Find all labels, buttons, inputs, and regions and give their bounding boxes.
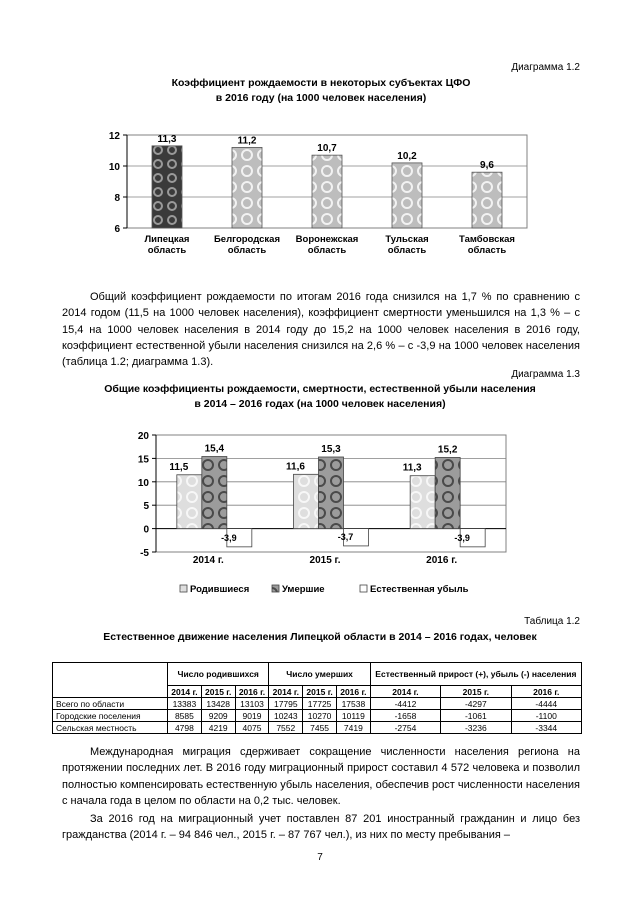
legend-swatch: [272, 585, 279, 592]
bar-value-label: 10,7: [317, 143, 337, 155]
table-cell: 4075: [235, 722, 269, 734]
legend-label: Родившиеся: [190, 584, 250, 595]
paragraph-birth-rate: [62, 289, 580, 370]
y-tick-label: 8: [114, 193, 120, 204]
bar-value-label: 15,3: [321, 443, 341, 455]
paragraph-3-text: За 2016 год на миграционный учет поставлен 87 201 иностранный гражданин и лицо без гражданства (2014 г. – 94 846 чел., 2015 г. – 87 767 чел.), из них по месту пребывания –: [62, 813, 580, 842]
table-cell: 10270: [303, 710, 337, 722]
bar: [392, 163, 422, 228]
table-cell: -3344: [511, 722, 581, 734]
table-year-header: 2016 г.: [336, 686, 370, 698]
y-tick-label: -5: [140, 548, 149, 559]
diagram-1-2-title: [62, 76, 580, 106]
bar: [435, 457, 460, 528]
table-cell: -2754: [370, 722, 440, 734]
table-cell: -4444: [511, 698, 581, 710]
bar-value-label: 11,3: [157, 133, 177, 145]
table-group-header-row: [53, 663, 582, 686]
y-tick-label: 5: [143, 501, 149, 513]
bar-value-label: 15,2: [437, 444, 458, 456]
bar: [177, 475, 202, 529]
bar-value-label: -3,9: [454, 532, 470, 543]
table-cell: -1061: [441, 710, 511, 722]
table-cell: 7419: [336, 722, 370, 734]
diagram-1-3-title: [40, 382, 600, 412]
table-row-header: Городские поселения: [53, 710, 168, 722]
category-label: область: [227, 245, 267, 256]
category-label: область: [467, 245, 507, 256]
table-cell: -4412: [370, 698, 440, 710]
table-year-header: 2016 г.: [511, 686, 581, 698]
paragraph-migration: [62, 744, 580, 809]
table-cell: -1100: [511, 710, 581, 722]
category-label: Воронежская: [295, 234, 359, 245]
legend-swatch: [360, 585, 367, 592]
table-cell: -4297: [441, 698, 511, 710]
bar: [152, 146, 182, 228]
bar-value-label: 15,4: [204, 443, 225, 455]
bar: [319, 457, 344, 529]
paragraph-migration-registration: [62, 811, 580, 844]
table-cell: 10119: [336, 710, 370, 722]
category-label: 2016 г.: [426, 555, 458, 566]
table-row: [53, 698, 582, 710]
category-label: 2014 г.: [192, 555, 224, 566]
table-corner-cell: [53, 663, 168, 698]
category-label: область: [307, 245, 347, 256]
diagram-1-3-title-line1: Общие коэффициенты рождаемости, смертности, естественной убыли населения: [104, 383, 536, 395]
table-cell: 13103: [235, 698, 269, 710]
table-row: [53, 722, 582, 734]
bar-value-label: -3,9: [221, 532, 237, 543]
table-year-header: 2014 г.: [269, 686, 303, 698]
table-year-header: 2015 г.: [441, 686, 511, 698]
table-cell: -1658: [370, 710, 440, 722]
bar: [312, 155, 342, 228]
table-row: [53, 710, 582, 722]
table-cell: 4798: [168, 722, 202, 734]
category-label: Белгородская: [213, 234, 281, 245]
diagram-1-3-title-line2: в 2014 – 2016 годах (на 1000 человек населения): [194, 398, 446, 410]
table-cell: 13383: [168, 698, 202, 710]
table-cell: 17538: [336, 698, 370, 710]
y-tick-label: 10: [108, 162, 120, 173]
table-year-header: 2015 г.: [201, 686, 235, 698]
category-label: Липецкая: [144, 234, 190, 245]
diagram-1-2-label: Диаграмма 1.2: [511, 62, 580, 73]
table-cell: 10243: [269, 710, 303, 722]
table-year-header: 2014 г.: [370, 686, 440, 698]
table-group-natural-increase: Естественный прирост (+), убыль (-) населения: [370, 663, 581, 686]
table-row-header: Всего по области: [53, 698, 168, 710]
y-tick-label: 15: [137, 454, 149, 466]
natural-movement-chart: [120, 425, 520, 605]
y-tick-label: 0: [143, 524, 149, 536]
bar: [294, 474, 319, 528]
legend-label: Умершие: [282, 584, 325, 595]
table-year-header: 2016 г.: [235, 686, 269, 698]
table-cell: 7552: [269, 722, 303, 734]
category-label: 2015 г.: [309, 555, 341, 566]
table-cell: 17795: [269, 698, 303, 710]
legend-swatch: [180, 585, 187, 592]
y-tick-label: 12: [108, 131, 120, 142]
table-1-2-label: Таблица 1.2: [524, 616, 580, 627]
bar: [410, 476, 435, 529]
y-tick-label: 10: [137, 477, 149, 489]
table-row-header: Сельская местность: [53, 722, 168, 734]
paragraph-2-text: Международная миграция сдерживает сокращение численности населения региона на протяжении последних лет. В 2016 году миграционный прирост составил 4 572 человека и позволил полностью компенсировать естественную убыль населения, обеспечив рост численности населения с начала года в целом по области на 0,2 тыс. человек.: [62, 746, 580, 807]
natural-movement-table: [52, 662, 582, 734]
bar-value-label: 11,3: [402, 462, 422, 474]
y-tick-label: 6: [114, 224, 120, 235]
table-cell: 13428: [201, 698, 235, 710]
bar: [472, 172, 502, 228]
table-year-header: 2015 г.: [303, 686, 337, 698]
bar-value-label: 9,6: [480, 160, 494, 172]
table-cell: -3236: [441, 722, 511, 734]
table-year-header: 2014 г.: [168, 686, 202, 698]
category-label: Тамбовская: [459, 234, 515, 245]
table-cell: 8585: [168, 710, 202, 722]
bar: [232, 147, 262, 228]
category-label: Тульская: [385, 234, 429, 245]
table-cell: 7455: [303, 722, 337, 734]
legend-label: Естественная убыль: [370, 584, 469, 595]
bar: [202, 457, 227, 529]
diagram-1-2-title-line1: Коэффициент рождаемости в некоторых субъектах ЦФО: [171, 77, 471, 89]
table-cell: 4219: [201, 722, 235, 734]
category-label: область: [147, 245, 187, 256]
table-cell: 9209: [201, 710, 235, 722]
table-1-2-title: Естественное движение населения Липецкой области в 2014 – 2016 годах, человек: [103, 631, 537, 643]
page-number: 7: [317, 852, 323, 863]
table-group-deaths: Число умерших: [269, 663, 370, 686]
table-body: [53, 698, 582, 734]
birth-rate-chart: [95, 115, 565, 265]
bar-value-label: 11,2: [237, 135, 257, 147]
category-label: область: [387, 245, 427, 256]
bar-value-label: -3,7: [337, 531, 354, 542]
table-cell: 17725: [303, 698, 337, 710]
bar-value-label: 11,5: [169, 461, 189, 473]
diagram-1-2-title-line2: в 2016 году (на 1000 человек населения): [215, 92, 427, 104]
diagram-1-3-label: Диаграмма 1.3: [511, 369, 580, 380]
bar-value-label: 10,2: [397, 150, 417, 162]
y-tick-label: 20: [137, 431, 149, 442]
paragraph-1-text: Общий коэффициент рождаемости по итогам 2016 года снизился на 1,7 % по сравнению с 2014 годом (11,5 на 1000 человек населения), коэффициент смертности уменьшился на 1,3 % – с 15,4 на 1000 человек населения в 2014 году до 15,2 на 1000 человек населения в 2016 году, коэффициент естественной убыли населения снизился на 2,6 % – с -3,9 на 1000 человек населения (таблица 1.2; диаграмма 1.3).: [62, 291, 580, 369]
table-cell: 9019: [235, 710, 269, 722]
table-group-births: Число родившихся: [168, 663, 269, 686]
bar-value-label: 11,6: [286, 461, 305, 473]
